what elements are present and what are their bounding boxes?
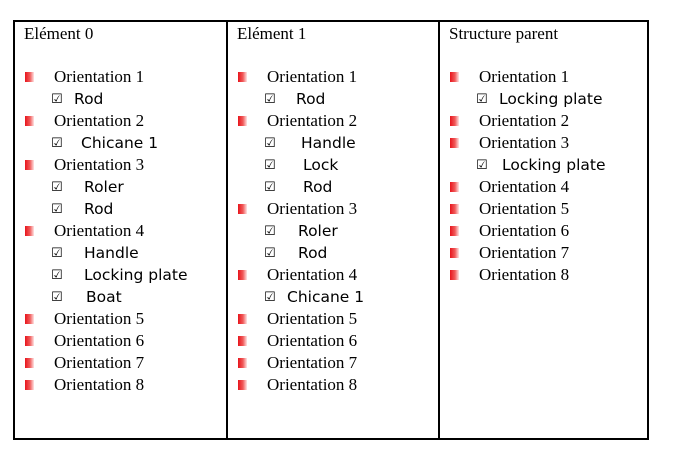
sub-item-row <box>15 89 226 111</box>
checked-box-icon[interactable]: ☑ <box>264 136 276 151</box>
orientation-label: Orientation 5 <box>479 199 570 218</box>
orientation-label: Orientation 2 <box>479 111 570 130</box>
red-square-bullet-icon <box>450 182 459 192</box>
orientation-label: Orientation 5 <box>54 309 145 328</box>
red-square-bullet-icon <box>450 204 459 214</box>
orientation-list <box>228 67 438 397</box>
orientation-row <box>228 199 438 221</box>
column-element-0 <box>15 22 226 438</box>
sub-item-label: Rod <box>84 200 114 218</box>
sub-item-row <box>15 265 226 287</box>
orientation-label: Orientation 5 <box>267 309 358 328</box>
orientation-row <box>440 265 647 287</box>
sub-item-label: Locking plate <box>502 156 606 174</box>
red-square-bullet-icon <box>450 270 459 280</box>
checked-box-icon[interactable]: ☑ <box>264 158 276 173</box>
orientation-label: Orientation 4 <box>267 265 358 284</box>
red-square-bullet-icon <box>450 72 459 82</box>
red-square-bullet-icon <box>25 72 34 82</box>
checked-box-icon[interactable]: ☑ <box>51 202 63 217</box>
orientation-label: Orientation 7 <box>479 243 570 262</box>
red-square-bullet-icon <box>238 380 247 390</box>
orientation-row <box>228 331 438 353</box>
orientation-label: Orientation 7 <box>54 353 145 372</box>
sub-item-row <box>228 221 438 243</box>
sub-item-label: Lock <box>303 156 339 174</box>
sub-item-row <box>228 287 438 309</box>
red-square-bullet-icon <box>238 336 247 346</box>
checked-box-icon[interactable]: ☑ <box>476 158 488 173</box>
sub-item-label: Rod <box>298 244 328 262</box>
sub-item-row <box>15 287 226 309</box>
orientation-label: Orientation 6 <box>54 331 145 350</box>
checked-box-icon[interactable]: ☑ <box>264 92 276 107</box>
orientation-row <box>15 111 226 133</box>
checked-box-icon[interactable]: ☑ <box>51 136 63 151</box>
orientation-row <box>228 111 438 133</box>
orientation-label: Orientation 2 <box>54 111 145 130</box>
red-square-bullet-icon <box>25 380 34 390</box>
column-structure-parent <box>438 22 647 438</box>
red-square-bullet-icon <box>25 314 34 324</box>
red-square-bullet-icon <box>238 270 247 280</box>
red-square-bullet-icon <box>238 72 247 82</box>
orientation-row <box>440 221 647 243</box>
orientation-row <box>228 67 438 89</box>
orientation-row <box>228 309 438 331</box>
orientation-label: Orientation 2 <box>267 111 358 130</box>
orientation-label: Orientation 8 <box>479 265 570 284</box>
sub-item-row <box>440 89 647 111</box>
sub-item-label: Roler <box>298 222 338 240</box>
orientation-label: Orientation 3 <box>267 199 358 218</box>
column-title: Elément 0 <box>24 24 94 43</box>
sub-item-label: Rod <box>303 178 333 196</box>
red-square-bullet-icon <box>450 116 459 126</box>
orientation-row <box>228 375 438 397</box>
orientation-label: Orientation 8 <box>54 375 145 394</box>
red-square-bullet-icon <box>238 204 247 214</box>
orientation-label: Orientation 1 <box>479 67 570 86</box>
orientation-row <box>440 243 647 265</box>
sub-item-row <box>228 89 438 111</box>
red-square-bullet-icon <box>450 248 459 258</box>
red-square-bullet-icon <box>238 358 247 368</box>
checked-box-icon[interactable]: ☑ <box>264 224 276 239</box>
sub-item-label: Locking plate <box>499 90 603 108</box>
checked-box-icon[interactable]: ☑ <box>51 180 63 195</box>
checked-box-icon[interactable]: ☑ <box>51 268 63 283</box>
checked-box-icon[interactable]: ☑ <box>51 92 63 107</box>
sub-item-label: Roler <box>84 178 124 196</box>
checked-box-icon[interactable]: ☑ <box>476 92 488 107</box>
red-square-bullet-icon <box>450 138 459 148</box>
checked-box-icon[interactable]: ☑ <box>264 246 276 261</box>
orientation-label: Orientation 6 <box>267 331 358 350</box>
orientation-label: Orientation 7 <box>267 353 358 372</box>
sub-item-row <box>15 199 226 221</box>
orientation-label: Orientation 3 <box>54 155 145 174</box>
orientation-row <box>15 331 226 353</box>
red-square-bullet-icon <box>25 160 34 170</box>
orientation-label: Orientation 1 <box>54 67 145 86</box>
orientation-label: Orientation 8 <box>267 375 358 394</box>
column-element-1 <box>226 22 438 438</box>
orientation-row <box>15 221 226 243</box>
red-square-bullet-icon <box>238 116 247 126</box>
red-square-bullet-icon <box>25 358 34 368</box>
orientation-row <box>440 67 647 89</box>
orientation-table <box>13 20 649 440</box>
orientation-list <box>15 67 226 397</box>
orientation-row <box>15 67 226 89</box>
sub-item-row <box>228 177 438 199</box>
checked-box-icon[interactable]: ☑ <box>264 180 276 195</box>
checked-box-icon[interactable]: ☑ <box>264 290 276 305</box>
red-square-bullet-icon <box>238 314 247 324</box>
orientation-label: Orientation 4 <box>54 221 145 240</box>
sub-item-label: Rod <box>296 90 326 108</box>
orientation-row <box>228 265 438 287</box>
orientation-label: Orientation 6 <box>479 221 570 240</box>
sub-item-row <box>228 133 438 155</box>
sub-item-row <box>15 133 226 155</box>
sub-item-row <box>440 155 647 177</box>
orientation-row <box>228 353 438 375</box>
orientation-row <box>15 375 226 397</box>
orientation-row <box>440 111 647 133</box>
checked-box-icon[interactable]: ☑ <box>51 290 63 305</box>
red-square-bullet-icon <box>25 226 34 236</box>
sub-item-row <box>228 155 438 177</box>
column-title: Structure parent <box>449 24 559 43</box>
sub-item-label: Locking plate <box>84 266 188 284</box>
orientation-row <box>440 177 647 199</box>
orientation-label: Orientation 1 <box>267 67 358 86</box>
orientation-list <box>440 67 647 287</box>
orientation-label: Orientation 3 <box>479 133 570 152</box>
orientation-label: Orientation 4 <box>479 177 570 196</box>
sub-item-row <box>15 243 226 265</box>
orientation-row <box>15 155 226 177</box>
sub-item-label: Handle <box>301 134 356 152</box>
red-square-bullet-icon <box>25 116 34 126</box>
orientation-row <box>440 133 647 155</box>
sub-item-row <box>228 243 438 265</box>
orientation-row <box>15 353 226 375</box>
sub-item-label: Chicane 1 <box>81 134 159 152</box>
sub-item-label: Rod <box>74 90 104 108</box>
red-square-bullet-icon <box>25 336 34 346</box>
sub-item-row <box>15 177 226 199</box>
orientation-row <box>440 199 647 221</box>
sub-item-label: Boat <box>86 288 122 306</box>
checked-box-icon[interactable]: ☑ <box>51 246 63 261</box>
sub-item-label: Handle <box>84 244 139 262</box>
orientation-row <box>15 309 226 331</box>
sub-item-label: Chicane 1 <box>287 288 365 306</box>
column-title: Elément 1 <box>237 24 307 43</box>
red-square-bullet-icon <box>450 226 459 236</box>
